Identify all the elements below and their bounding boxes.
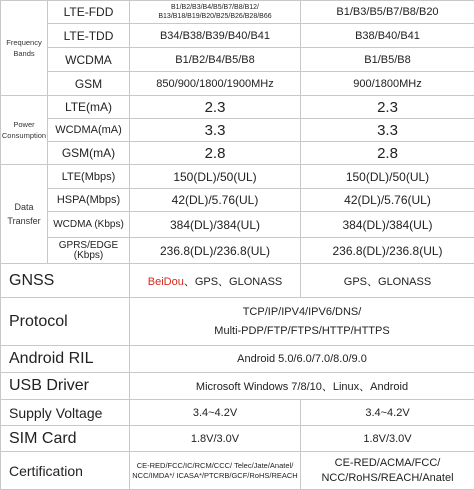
value-cell: 384(DL)/384(UL)	[301, 212, 474, 238]
value-cell: 2.8	[130, 142, 301, 165]
row-label: WCDMA	[48, 48, 130, 72]
value-cell: 2.8	[301, 142, 474, 165]
value-cell: B1/B2/B3/B4/B5/B7/B8/B12/ B13/B18/B19/B20/B25/B26/B28/B66	[130, 1, 301, 24]
value-cell: B1/B2/B4/B5/B8	[130, 48, 301, 72]
value-cell: 900/1800MHz	[301, 72, 474, 96]
gnss-value-b: GPS、GLONASS	[301, 264, 474, 298]
protocol-label: Protocol	[1, 298, 130, 346]
certification-value-a: CE-RED/FCC/IC/RCM/CCC/ Telec/Jate/Anatel/ NCC/IMDA*/ ICASA*/PTCRB/GCF/RoHS/REACH	[130, 452, 301, 490]
value-cell: 42(DL)/5.76(UL)	[301, 189, 474, 212]
value-cell: B1/B3/B5/B7/B8/B20	[301, 1, 474, 24]
row-label: GPRS/EDGE (Kbps)	[48, 238, 130, 264]
section-frequency-bands: Frequency Bands	[1, 1, 48, 96]
value-cell: 3.4~4.2V	[130, 400, 301, 426]
value-cell: 150(DL)/50(UL)	[301, 165, 474, 189]
gnss-rest-text: 、GPS、GLONASS	[184, 276, 282, 288]
gnss-label: GNSS	[1, 264, 130, 298]
value-cell: 1.8V/3.0V	[301, 426, 474, 452]
value-cell: 3.3	[130, 119, 301, 142]
row-label: WCDMA (Kbps)	[48, 212, 130, 238]
android-ril-value: Android 5.0/6.0/7.0/8.0/9.0	[130, 346, 474, 373]
value-cell: B1/B5/B8	[301, 48, 474, 72]
value-cell: 236.8(DL)/236.8(UL)	[301, 238, 474, 264]
protocol-value	[130, 298, 474, 346]
certification-b-line-1: CE-RED/ACMA/FCC/	[301, 456, 474, 471]
usb-driver-value: Microsoft Windows 7/8/10、Linux、Android	[130, 373, 474, 400]
value-cell: B34/B38/B39/B40/B41	[130, 24, 301, 48]
supply-voltage-label: Supply Voltage	[1, 400, 130, 426]
certification-b-line-2: NCC/RoHS/REACH/Anatel	[301, 471, 474, 486]
sim-card-label: SIM Card	[1, 426, 130, 452]
row-label: LTE(mA)	[48, 96, 130, 119]
row-label: WCDMA(mA)	[48, 119, 130, 142]
protocol-line-1: TCP/IP/IPV4/IPV6/DNS/	[130, 303, 474, 322]
value-cell: 3.3	[301, 119, 474, 142]
row-label: GSM	[48, 72, 130, 96]
beidou-text: BeiDou	[148, 276, 184, 288]
protocol-line-2: Multi-PDP/FTP/FTPS/HTTP/HTTPS	[130, 322, 474, 341]
section-power-consumption: Power Consumption	[1, 96, 48, 165]
row-label: LTE-FDD	[48, 1, 130, 24]
value-cell: 236.8(DL)/236.8(UL)	[130, 238, 301, 264]
value-cell: 2.3	[130, 96, 301, 119]
value-cell: B38/B40/B41	[301, 24, 474, 48]
certification-label: Certification	[1, 452, 130, 490]
gnss-value-a	[130, 264, 301, 298]
certification-value-b	[301, 452, 474, 490]
row-label: LTE-TDD	[48, 24, 130, 48]
value-cell: 42(DL)/5.76(UL)	[130, 189, 301, 212]
value-cell: 3.4~4.2V	[301, 400, 474, 426]
usb-driver-label: USB Driver	[1, 373, 130, 400]
value-cell: 2.3	[301, 96, 474, 119]
value-cell: 384(DL)/384(UL)	[130, 212, 301, 238]
row-label: GSM(mA)	[48, 142, 130, 165]
value-cell: 150(DL)/50(UL)	[130, 165, 301, 189]
row-label: LTE(Mbps)	[48, 165, 130, 189]
value-cell: 1.8V/3.0V	[130, 426, 301, 452]
row-label: HSPA(Mbps)	[48, 189, 130, 212]
android-ril-label: Android RIL	[1, 346, 130, 373]
value-cell: 850/900/1800/1900MHz	[130, 72, 301, 96]
section-data-transfer: Data Transfer	[1, 165, 48, 264]
